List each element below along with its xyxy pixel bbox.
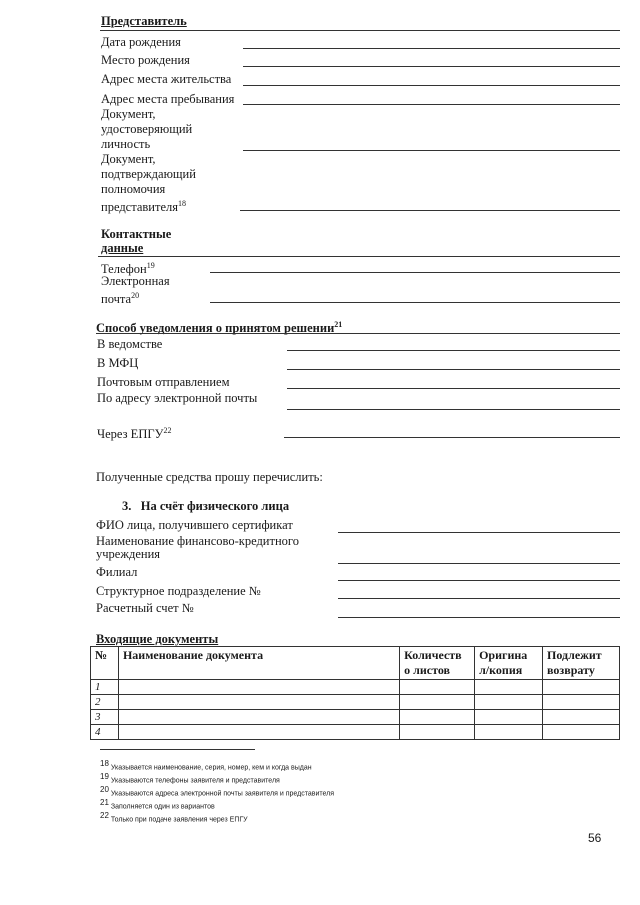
stay-field[interactable] <box>243 104 620 105</box>
documents-table <box>90 646 620 740</box>
doc-name-cell[interactable] <box>118 680 399 695</box>
return-cell[interactable] <box>543 680 620 695</box>
contacts-heading-2: данные <box>101 241 144 255</box>
email-notify-field[interactable] <box>287 409 620 410</box>
birth-place-label: Место рождения <box>101 53 190 67</box>
birth-place-field[interactable] <box>243 66 620 67</box>
sheets-cell[interactable] <box>400 725 475 740</box>
page-number: 56 <box>588 831 602 845</box>
email-notify-label: По адресу электронной почты <box>97 391 258 405</box>
footnote-ref-20: 20 <box>131 291 140 300</box>
epgu-field[interactable] <box>284 437 620 438</box>
table-row <box>91 710 620 725</box>
division-field[interactable] <box>338 598 620 599</box>
birth-date-label: Дата рождения <box>101 35 181 49</box>
footnote-ref-18: 18 <box>177 199 186 208</box>
account-field[interactable] <box>338 617 620 618</box>
fio-label: ФИО лица, получившего сертификат <box>96 518 293 532</box>
footnote-item: $^{18}$ Указывается наименование, серия, номер, кем и когда выдан <box>100 759 312 772</box>
footnote-item: $^{19}$ Указываются телефоны заявителя и представителя <box>100 772 280 785</box>
post-field[interactable] <box>287 388 620 389</box>
id-doc-field[interactable] <box>243 150 620 151</box>
original-copy-cell[interactable] <box>475 710 543 725</box>
return-cell[interactable] <box>543 695 620 710</box>
footnote-ref-21: 21 <box>334 320 343 329</box>
branch-label: Филиал <box>96 565 138 579</box>
phone-label: Телефон$^{19}$ <box>101 261 155 277</box>
doc-name-cell[interactable] <box>118 725 399 740</box>
birth-date-field[interactable] <box>243 48 620 49</box>
mfc-label: В МФЦ <box>97 356 139 370</box>
original-copy-cell[interactable] <box>475 725 543 740</box>
residence-field[interactable] <box>243 85 620 86</box>
account-label: Расчетный счет № <box>96 601 194 615</box>
table-row <box>91 695 620 710</box>
return-cell[interactable] <box>543 710 620 725</box>
documents-header-row <box>91 647 620 680</box>
row-number: 4 <box>91 725 119 740</box>
auth-doc-field[interactable] <box>240 210 620 211</box>
sheets-cell[interactable] <box>400 680 475 695</box>
bank-field[interactable] <box>338 563 620 564</box>
contacts-heading-1: Контактные <box>101 227 172 241</box>
row-number: 1 <box>91 680 119 695</box>
post-label: Почтовым отправлением <box>97 375 230 389</box>
return-cell[interactable] <box>543 725 620 740</box>
fio-field[interactable] <box>338 532 620 533</box>
sheets-cell[interactable] <box>400 695 475 710</box>
bank-label-2: учреждения <box>96 547 161 561</box>
agency-label: В ведомстве <box>97 337 163 351</box>
email-label-2: почта$^{20}$ <box>101 291 140 307</box>
email-field[interactable] <box>210 302 620 303</box>
auth-doc-label-1: Документ, <box>101 152 156 166</box>
id-doc-label-1: Документ, <box>101 107 156 121</box>
heading-rule <box>100 30 620 31</box>
col-doc-name: Наименование документа <box>118 647 399 680</box>
table-row <box>91 680 620 695</box>
residence-label: Адрес места жительства <box>101 72 232 86</box>
footnote-item: $^{20}$ Указываются адреса электронной почты заявителя и представителя <box>100 785 335 798</box>
row-number: 3 <box>91 710 119 725</box>
original-copy-cell[interactable] <box>475 695 543 710</box>
bank-label-1: Наименование финансово-кредитного <box>96 534 299 548</box>
table-row <box>91 725 620 740</box>
auth-doc-label-3: полномочия <box>101 182 166 196</box>
footnote-ref-19: 19 <box>146 261 155 270</box>
footnote-separator <box>100 749 255 750</box>
transfer-intro: Полученные средства прошу перечислить: <box>96 470 323 484</box>
footnote-item: $^{21}$ Заполняется один из вариантов <box>100 798 215 811</box>
col-sheets: Количеств о листов <box>400 647 475 680</box>
col-return: Подлежит возврату <box>543 647 620 680</box>
id-doc-label-2: удостоверяющий <box>101 122 193 136</box>
agency-field[interactable] <box>287 350 620 351</box>
stay-label: Адрес места пребывания <box>101 92 235 106</box>
sheets-cell[interactable] <box>400 710 475 725</box>
email-label-1: Электронная <box>101 274 170 288</box>
footnote-ref-22: 22 <box>163 426 172 435</box>
documents-heading: Входящие документы <box>96 632 219 646</box>
footnote-item: $^{22}$ Только при подаче заявления через ЕПГУ <box>100 811 248 824</box>
original-copy-cell[interactable] <box>475 680 543 695</box>
branch-field[interactable] <box>338 580 620 581</box>
col-number: № <box>91 647 119 680</box>
id-doc-label-3: личность <box>101 137 151 151</box>
row-number: 2 <box>91 695 119 710</box>
mfc-field[interactable] <box>287 369 620 370</box>
section-3-title: 3. На счёт физического лица <box>122 499 290 513</box>
auth-doc-label-2: подтверждающий <box>101 167 196 181</box>
doc-name-cell[interactable] <box>118 695 399 710</box>
notification-rule <box>96 333 620 334</box>
representative-heading: Представитель <box>101 14 187 28</box>
division-label: Структурное подразделение № <box>96 584 261 598</box>
col-original-copy: Оригина л/копия <box>475 647 543 680</box>
contacts-rule <box>98 256 620 257</box>
phone-field[interactable] <box>210 272 620 273</box>
notification-heading: Способ уведомления о принятом решении$^{21}$ <box>96 320 343 336</box>
auth-doc-label-4: представителя$^{18}$ <box>101 199 186 215</box>
doc-name-cell[interactable] <box>118 710 399 725</box>
epgu-label: Через ЕПГУ$^{22}$ <box>97 426 172 442</box>
